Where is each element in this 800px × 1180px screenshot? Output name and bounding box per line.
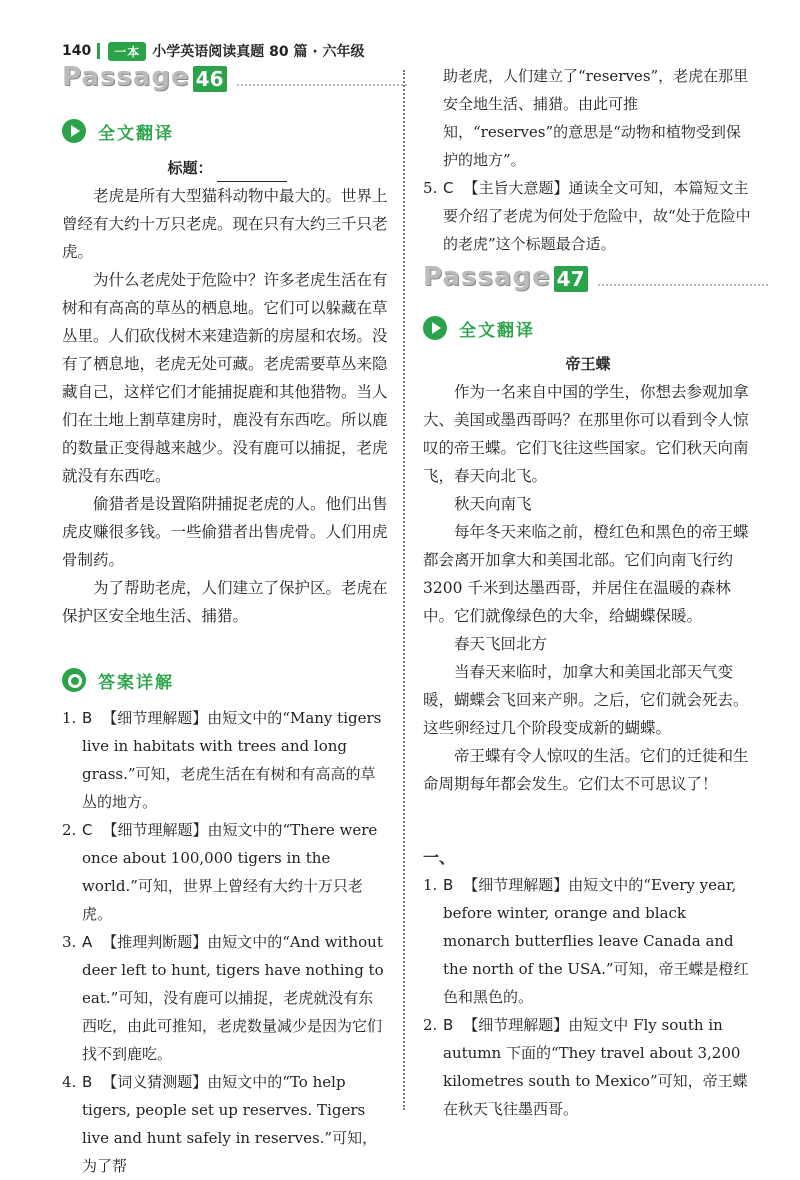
answer-text: 【细节理解题】由短文中 Fly south in autumn 下面的“They travel about 3,200 kilometres south to Mexico”可知，帝王蝶在秋天飞往墨西哥。: [443, 1016, 748, 1118]
answer-option: B: [443, 876, 454, 894]
column-divider: [403, 70, 405, 1110]
heading-dots: [237, 84, 407, 86]
section-label: 全文翻译: [459, 320, 535, 341]
answer-item: [62, 1068, 387, 1180]
answer-list: [62, 704, 387, 1180]
answer-number: 1.: [62, 709, 77, 727]
answer-text: 【细节理解题】由短文中的“Many tigers live in habitats with trees and long grass.”可知，老虎生活在有树和有高高的草丛的地方。: [82, 709, 382, 811]
section-label: 全文翻译: [98, 123, 174, 144]
answer-item: [62, 704, 387, 816]
answer-item: [62, 816, 387, 928]
answer-option: C: [82, 821, 93, 839]
answer-option: B: [82, 1073, 93, 1091]
key-icon: [62, 668, 86, 692]
passage-number: 47: [554, 266, 588, 292]
answer-text: 【词义猜测题】由短文中的“To help tigers, people set up reserves. Tigers live and hunt safely in reserves.”可知，为了帮: [82, 1073, 378, 1175]
answer-item: [423, 174, 753, 258]
answer-option: B: [443, 1016, 454, 1034]
passage-label: Passage: [62, 62, 190, 92]
answer-number: 4.: [62, 1073, 77, 1091]
passage-number: 46: [193, 66, 227, 92]
left-column: [62, 0, 392, 1175]
heading-dots: [598, 284, 768, 286]
paragraph: 作为一名来自中国的学生，你想去参观加拿大、美国或墨西哥吗？在那里你可以看到令人惊叹的帝王蝶。它们飞往这些国家。它们秋天向南飞，春天向北飞。: [423, 383, 749, 485]
answer-list-continued: [423, 62, 753, 258]
passage-label: Passage: [423, 262, 551, 292]
section-label: 答案详解: [98, 672, 174, 693]
paragraph: 当春天来临时，加拿大和美国北部天气变暖，蝴蝶会飞回来产卵。之后，它们就会死去。这些卵经过几个阶段变成新的蝴蝶。: [423, 663, 749, 737]
answer-number: 1.: [423, 876, 438, 894]
paragraph: 偷猎者是设置陷阱捕捉老虎的人。他们出售虎皮赚很多钱。一些偷猎者出售虎骨。人们用虎骨制药。: [62, 495, 388, 569]
paragraph: 帝王蝶有令人惊叹的生活。它们的迁徙和生命周期每年都会发生。它们太不可思议了！: [423, 747, 749, 793]
translation-section-heading: [423, 314, 535, 342]
book-title: 小学英语阅读真题 80 篇 · 六年级: [152, 44, 365, 60]
answer-item: [62, 928, 387, 1068]
answer-list: [423, 871, 753, 1123]
book-logo: 一本: [108, 42, 146, 61]
passage-46-translation: [62, 154, 392, 630]
right-column: [423, 0, 753, 1164]
play-icon: [62, 119, 86, 143]
answer-option: B: [82, 709, 93, 727]
answer-text: 【主旨大意题】通读全文可知，本篇短文主要介绍了老虎为何处于危险中，故“处于危险中的老虎”这个标题最合适。: [443, 179, 751, 253]
answer-continuation: 助老虎，人们建立了“reserves”，老虎在那里安全地生活、捕猎。由此可推知，“reserves”的意思是“动物和植物受到保护的地方”。: [443, 67, 749, 169]
answer-section-heading: [62, 666, 174, 694]
subheading: 春天飞回北方: [454, 635, 548, 653]
passage-title: 帝王蝶: [565, 355, 611, 373]
answer-number: 2.: [423, 1016, 438, 1034]
section-one-marker: 一、: [423, 848, 456, 867]
page-number: 140: [62, 43, 92, 59]
answer-number: 5.: [423, 179, 438, 197]
answer-option: C: [443, 179, 454, 197]
passage-47-heading: [423, 262, 768, 292]
answer-text: 【细节理解题】由短文中的“There were once about 100,000 tigers in the world.”可知，世界上曾经有大约十万只老虎。: [82, 821, 378, 923]
answer-item: [423, 871, 753, 1011]
passage-46-heading: [62, 62, 407, 92]
answer-option: A: [82, 933, 93, 951]
answer-number: 2.: [62, 821, 77, 839]
answer-item: [423, 1011, 753, 1123]
play-icon: [423, 316, 447, 340]
translation-section-heading: [62, 117, 174, 145]
passage-47-translation: [423, 350, 753, 798]
title-label: 标题：: [167, 159, 213, 177]
paragraph: 每年冬天来临之前，橙红色和黑色的帝王蝶都会离开加拿大和美国北部。它们向南飞行约 3200 千米到达墨西哥，并居住在温暖的森林中。它们就像绿色的大伞，给蝴蝶保暖。: [423, 523, 749, 625]
answer-number: 3.: [62, 933, 77, 951]
subheading: 秋天向南飞: [454, 495, 532, 513]
answer-text: 【推理判断题】由短文中的“And without deer left to hunt, tigers have nothing to eat.”可知，没有鹿可以捕捉，老虎就没有东西吃，由此可推知，老虎数量减少是因为它们找不到鹿吃。: [82, 933, 384, 1063]
paragraph: 老虎是所有大型猫科动物中最大的。世界上曾经有大约十万只老虎。现在只有大约三千只老虎。: [62, 187, 388, 261]
title-line: [62, 154, 392, 182]
paragraph: 为了帮助老虎，人们建立了保护区。老虎在保护区安全地生活、捕猎。: [62, 579, 388, 625]
paragraph: 为什么老虎处于危险中？许多老虎生活在有树和有高高的草丛的栖息地。它们可以躲藏在草丛里。人们砍伐树木来建造新的房屋和农场。没有了栖息地，老虎无处可藏。老虎需要草丛来隐藏自己，这样它们才能捕捉鹿和其他猎物。当人们在土地上割草建房时，鹿没有东西吃。所以鹿的数量正变得越来越少。没有鹿可以捕捉，老虎就没有东西吃。: [62, 271, 388, 485]
answer-text: 【细节理解题】由短文中的“Every year, before winter, orange and black monarch butterflies leave Canada and the north of the USA.”可知，帝王蝶是橙红色和黑色的。: [443, 876, 749, 1006]
